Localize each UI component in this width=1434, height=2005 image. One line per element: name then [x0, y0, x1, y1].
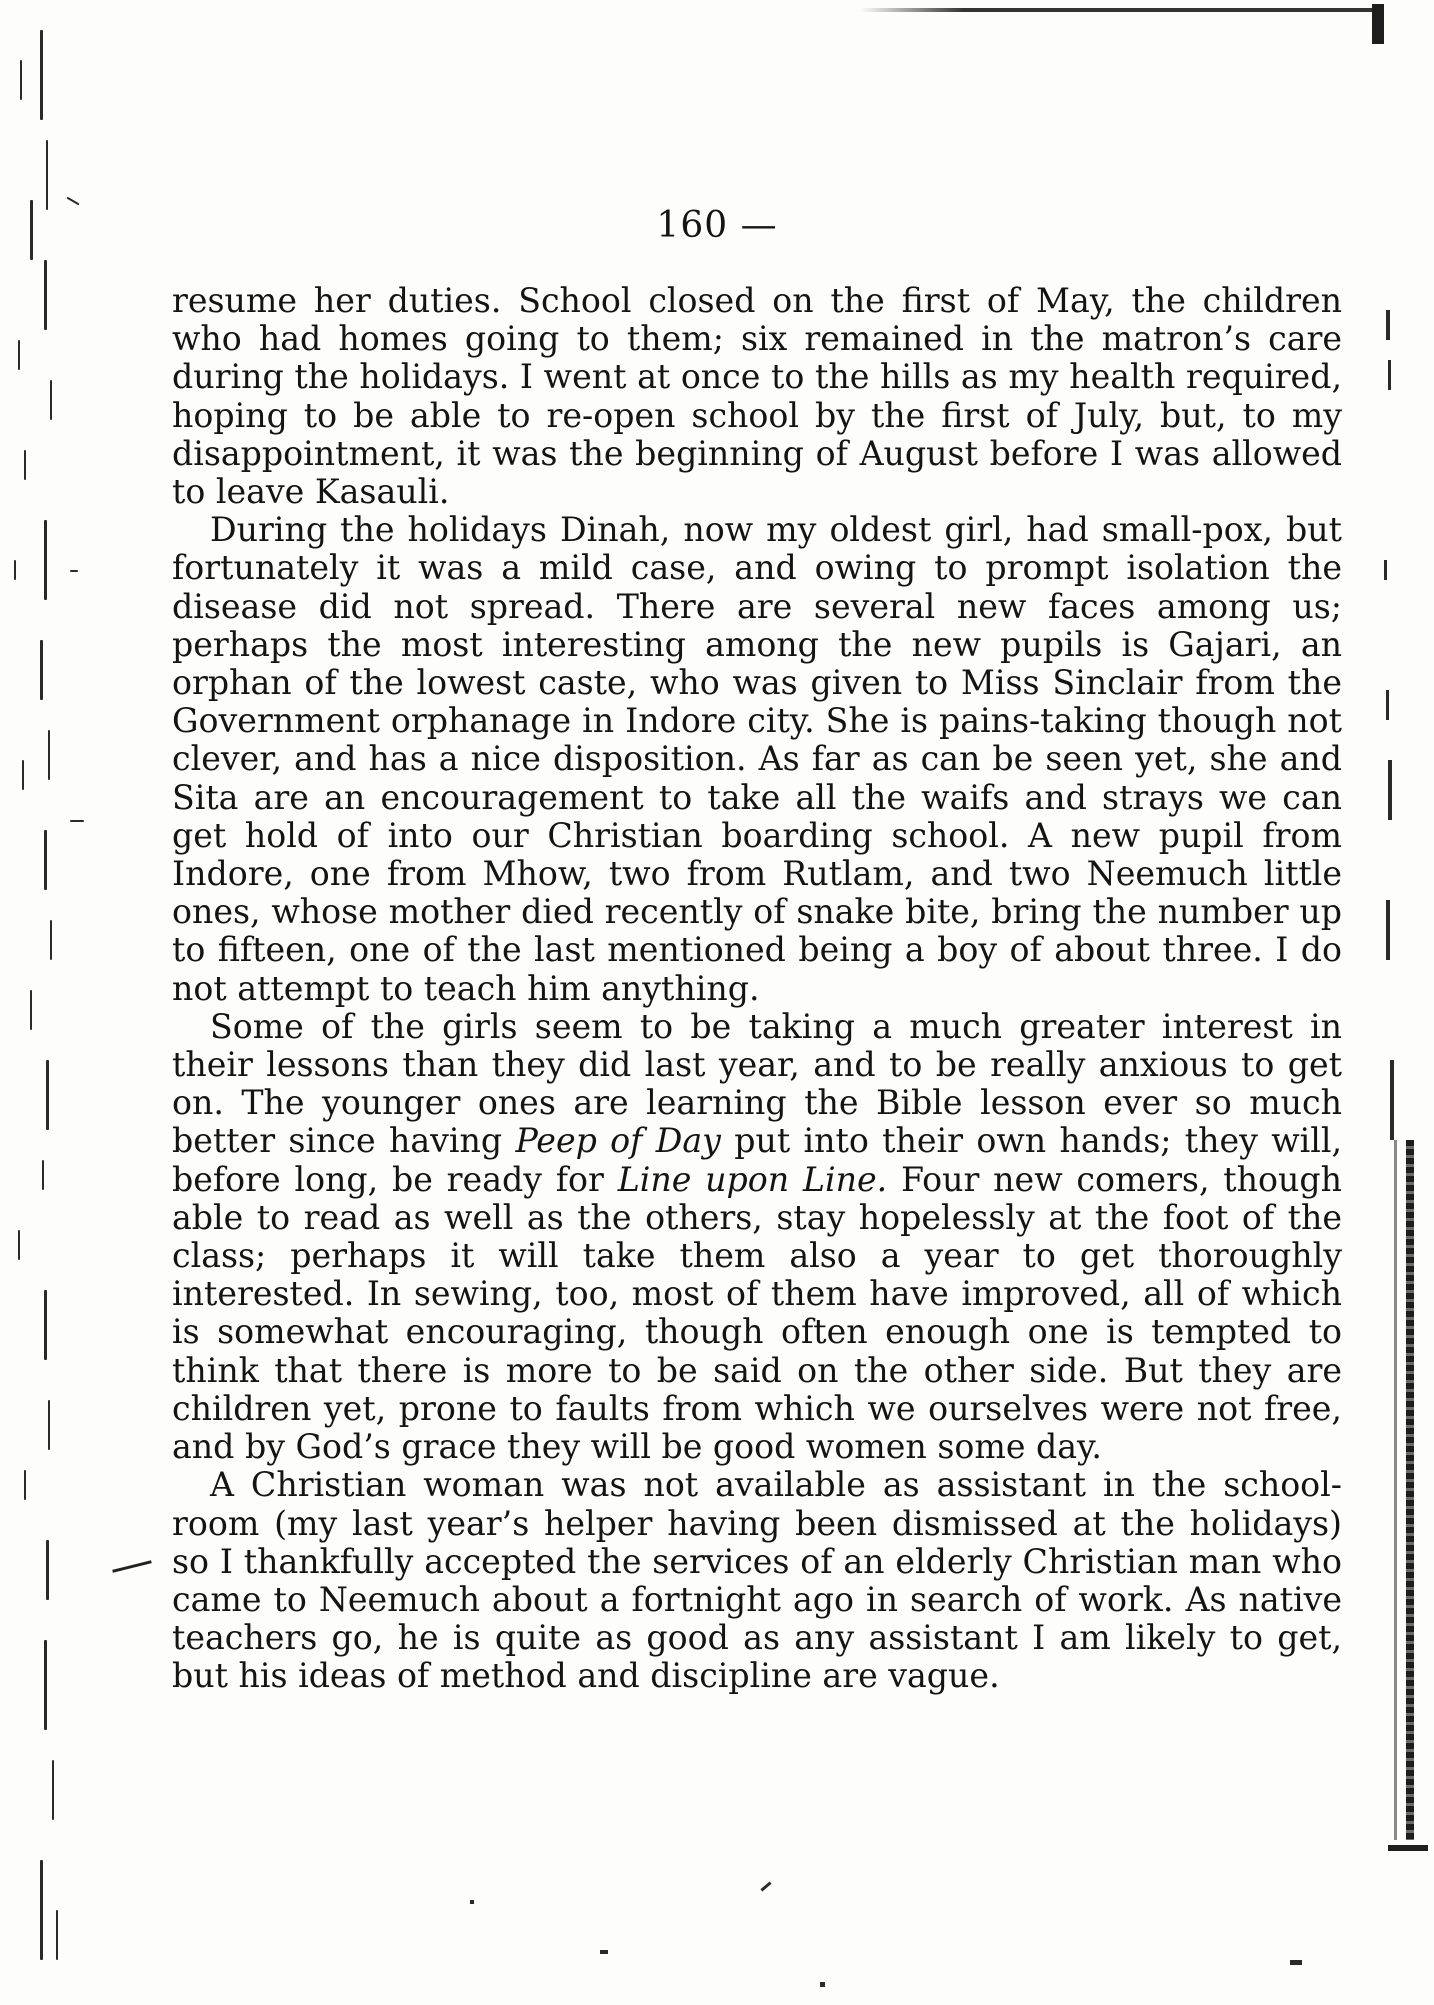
paragraph-4-text: A Christian woman was not available as assistant in the school-room (my last year’s helper having been dismissed at the holidays) so I thankfully accepted the services of an elderly Christian man who came to Neemuch about a fortnight ago in search of work. As native teachers go, he is quite as good as any assistant I am likely to get, but his ideas of method and discipline are vague.: [172, 1465, 1342, 1696]
page-speck: [600, 1950, 608, 1954]
top-edge-rule: [860, 8, 1380, 12]
page-speck: [1290, 1960, 1302, 1965]
page-speck: [820, 1982, 825, 1987]
right-edge-artifacts: [1380, 0, 1434, 2005]
page-number: 160 —: [656, 205, 778, 246]
paragraph-3-text-b: put into their own hands; they will, before long, be ready for: [172, 1121, 1343, 1199]
paragraph-3-text-a: Some of the girls seem to be taking a much greater interest in their lessons than they did last year, and to be really anxious to get on. The younger ones are learning the Bible lesson ever so much better since having: [172, 1006, 1342, 1161]
paragraph-2: [172, 511, 1342, 1008]
paragraph-1-text: resume her duties. School closed on the first of May, the children who had homes going to them; six remained in the matron’s care during the holidays. I went at once to the hills as my health required, hoping to be able to re-open school by the first of July, but, to my disappointment, it was the beginning of August before I was allowed to leave Kasauli.: [172, 281, 1342, 512]
book-title-line-upon-line: Line upon Line.: [617, 1159, 888, 1199]
paragraph-4: [172, 1466, 1342, 1695]
paragraph-2-text: During the holidays Dinah, now my oldest girl, had small-pox, but fortunately it was a mild case, and owing to prompt isolation the disease did not spread. There are several new faces among us; perhaps the most interesting among the new pupils is Gajari, an orphan of the lowest caste, who was given to Miss Sinclair from the Government orphanage in Indore city. She is pains-taking though not clever, and has a nice disposition. As far as can be seen yet, she and Sita are an encouragement to take all the waifs and strays we can get hold of into our Christian boarding school. A new pupil from Indore, one from Mhow, two from Rutlam, and two Neemuch little ones, whose mother died recently of snake bite, bring the number up to fifteen, one of the last mentioned being a boy of about three. I do not attempt to teach him anything.: [172, 510, 1342, 1008]
page-speck: [470, 1900, 474, 1904]
paragraph-3: [172, 1008, 1342, 1466]
page-speck: [760, 1881, 771, 1891]
body-text: [172, 282, 1342, 1696]
bottom-corner-mark: [1388, 1845, 1428, 1851]
binding-edge-artifacts: [0, 0, 70, 2005]
book-title-peep-of-day: Peep of Day: [515, 1121, 721, 1161]
paragraph-3-text-c: Four new comers, though able to read as well as the others, stay hopelessly at the foot of the class; perhaps it will take them also a year to get thoroughly interested. In sewing, too, most of them have improved, all of which is somewhat encouraging, though often enough one is tempted to think that there is more to be said on the other side. But they are children yet, prone to faults from which we ourselves were not free, and by God’s grace they will be good women some day.: [172, 1159, 1342, 1467]
margin-pencil-mark: [112, 1560, 152, 1573]
paragraph-1: [172, 282, 1342, 511]
